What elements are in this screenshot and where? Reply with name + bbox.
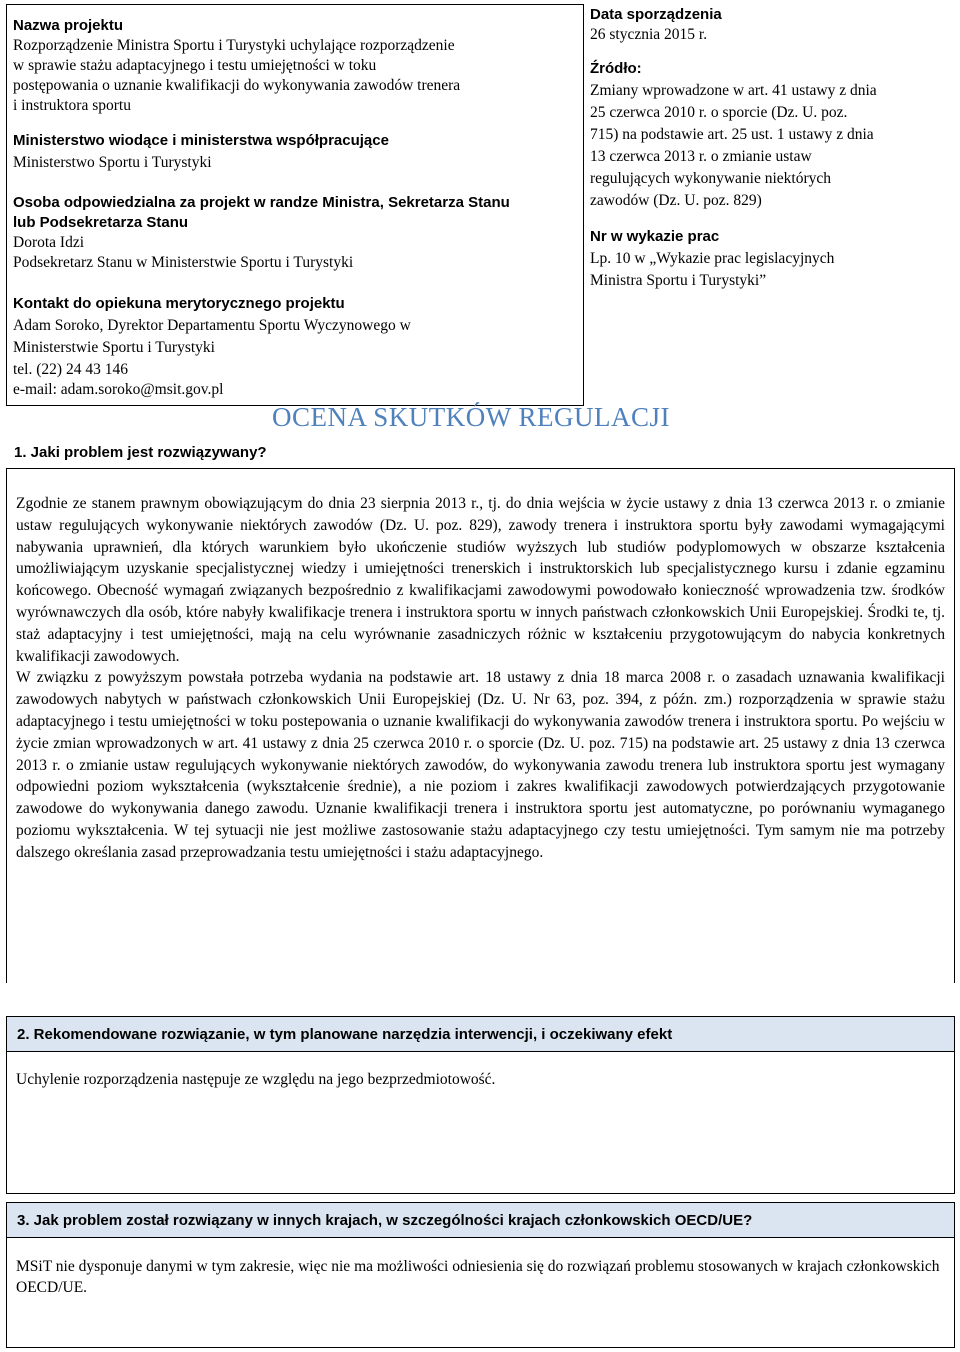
meta-column bbox=[590, 5, 955, 291]
document-title: OCENA SKUTKÓW REGULACJI bbox=[272, 402, 671, 432]
section-1-box bbox=[6, 468, 955, 983]
section-2-text: Uchylenie rozporządzenia następuje ze względu na jego bezprzedmiotowość. bbox=[16, 1071, 496, 1088]
contact-line: Adam Soroko, Dyrektor Departamentu Sportu Wyczynowego w bbox=[13, 317, 411, 334]
responsible-label: lub Podsekretarza Stanu bbox=[13, 214, 189, 231]
contact-email[interactable]: e-mail: adam.soroko@msit.gov.pl bbox=[13, 381, 224, 398]
project-name-label: Nazwa projektu bbox=[13, 17, 124, 34]
section-3-heading: 3. Jak problem został rozwiązany w innych krajach, w szczególności krajach członkowskich OECD/UE? bbox=[7, 1203, 954, 1238]
list-line: Ministra Sportu i Turystyki” bbox=[590, 272, 767, 289]
source-label: Źródło: bbox=[590, 60, 642, 77]
project-name-line: i instruktora sportu bbox=[13, 97, 131, 114]
source-line: 715) na podstawie art. 25 ust. 1 ustawy z dnia bbox=[590, 126, 874, 143]
responsible-label: Osoba odpowiedzialna za projekt w randze Ministra, Sekretarza Stanu bbox=[13, 194, 510, 211]
contact-phone: tel. (22) 24 43 146 bbox=[13, 361, 128, 378]
ministry-label: Ministerstwo wiodące i ministerstwa współpracujące bbox=[13, 132, 389, 149]
source-line: zawodów (Dz. U. poz. 829) bbox=[590, 192, 762, 209]
ministry-value: Ministerstwo Sportu i Turystyki bbox=[13, 154, 212, 171]
source-line: 13 czerwca 2013 r. o zmianie ustaw bbox=[590, 148, 812, 165]
contact-label: Kontakt do opiekuna merytorycznego projektu bbox=[13, 295, 345, 312]
responsible-role: Podsekretarz Stanu w Ministerstwie Sportu i Turystyki bbox=[13, 254, 354, 271]
section-1-paragraph: W związku z powyższym powstała potrzeba wydania na podstawie art. 18 ustawy z dnia 18 marca 2008 r. o zasadach uznawania kwalifikacji zawodowych nabytych w państwach członkowskich Unii Europejskiej (Dz. U. Nr 63, poz. 394, z późn. zm.) rozporządzenia w sprawie stażu adaptacyjnego i testu umiejętności w toku postepowania o uznanie kwalifikacji do wykonywania zawodów trenera i instruktora sportu. Po wejściu w życie zmian wprowadzonych w art. 41 ustawy z dnia 25 czerwca 2010 r. o sporcie (Dz. U. poz. 715) na podstawie art. 25 ustawy z dnia 13 czerwca 2013 r. o zmianie ustaw regulujących wykonywanie niektórych zawodów, do wykonywania zawodu trenera lub instruktora sportu jest wymagany odpowiedni poziom wykształcenia (wykształcenie średnie), a nie poziom i zakres kwalifikacji zawodowych potwierdzających przygotowanie zawodowe do wykonywania danego zawodu. Uznanie kwalifikacji trenera i instruktora sportu jest automatyczne, po porównaniu wymaganego poziomu wykształcenia. W tej sytuacji nie jest możliwe zastosowanie stażu adaptacyjnego czy testu umiejętności. Tym samym nie ma potrzeby dalszego określania zasad przeprowadzania testu umiejętności i stażu adaptacyjnego. bbox=[16, 669, 945, 861]
section-2-box bbox=[6, 1016, 955, 1194]
section-3-text: MSiT nie dysponuje danymi w tym zakresie, więc nie ma możliwości odniesienia się do rozwiązań problemu stosowanych w krajach członkowskich OECD/UE. bbox=[16, 1258, 940, 1296]
contact-line: Ministerstwie Sportu i Turystyki bbox=[13, 339, 215, 356]
source-line: 25 czerwca 2010 r. o sporcie (Dz. U. poz. bbox=[590, 104, 848, 121]
section-1-heading: 1. Jaki problem jest rozwiązywany? bbox=[14, 444, 267, 461]
project-info-box bbox=[6, 4, 584, 406]
responsible-name: Dorota Idzi bbox=[13, 234, 85, 251]
project-name-line: postępowania o uznanie kwalifikacji do wykonywania zawodów trenera bbox=[13, 77, 461, 94]
section-3-box bbox=[6, 1202, 955, 1348]
project-name-line: w sprawie stażu adaptacyjnego i testu umiejętności w toku bbox=[13, 57, 377, 74]
date-label: Data sporządzenia bbox=[590, 6, 722, 23]
source-line: Zmiany wprowadzone w art. 41 ustawy z dnia bbox=[590, 82, 877, 99]
list-label: Nr w wykazie prac bbox=[590, 228, 720, 245]
section-2-heading: 2. Rekomendowane rozwiązanie, w tym planowane narzędzia interwencji, i oczekiwany efekt bbox=[7, 1017, 954, 1052]
section-1-paragraph: Zgodnie ze stanem prawnym obowiązującym do dnia 23 sierpnia 2013 r., tj. do dnia wejścia w życie ustawy z dnia 13 czerwca 2013 r. o zmianie ustaw regulujących wykonywanie niektórych zawodów (Dz. U. poz. 829), zawody trenera i instruktora sportu były zawodami wymagającymi nabywania uprawnień, dla których warunkiem było ukończenie studiów wyższych lub studiów podyplomowych w obszarze kształcenia umożliwiającym uzyskanie specjalistycznej wiedzy i umiejętności trenerskich i instruktorskich lub specjalistycznego kursu i zdanie egzaminu końcowego. Obecność wymagań związanych bezpośrednio z kwalifikacjami zawodowymi powodowało konieczność wprowadzenia tzw. środków wyrównawczych dla osób, które nabyły kwalifikacje trenera i instruktora sportu w innych państwach członkowskich Unii Europejskiej. Środki te, tj. staż adaptacyjny i test umiejętności, mają na celu wyrównanie zasadniczych różnic w kształceniu przygotowującym do nabycia konkretnych kwalifikacji zawodowych. bbox=[16, 495, 945, 665]
date-value: 26 stycznia 2015 r. bbox=[590, 26, 708, 43]
source-line: regulujących wykonywanie niektórych bbox=[590, 170, 832, 187]
list-line: Lp. 10 w „Wykazie prac legislacyjnych bbox=[590, 250, 835, 267]
project-name-line: Rozporządzenie Ministra Sportu i Turystyki uchylające rozporządzenie bbox=[13, 37, 455, 54]
